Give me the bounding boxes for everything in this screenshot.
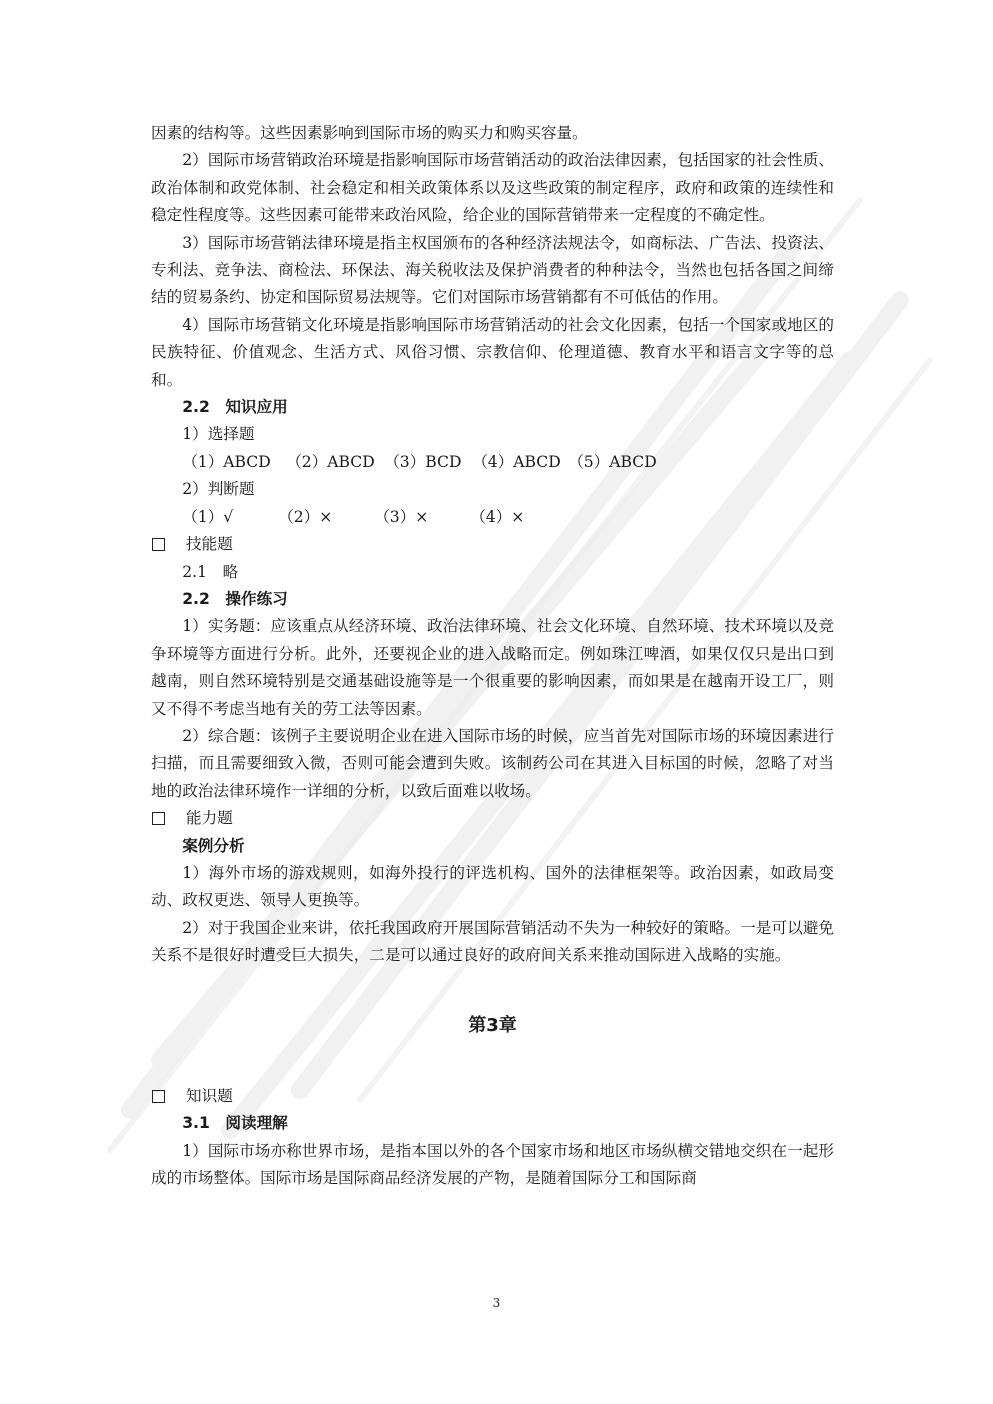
section-knowledge-title: 知识题 xyxy=(186,1087,233,1105)
document-page xyxy=(151,120,834,1193)
judge-answers xyxy=(151,504,834,531)
section-knowledge xyxy=(151,1083,834,1110)
choice-answer-3: （3）BCD xyxy=(384,452,462,471)
choice-answer-2: （2）ABCD xyxy=(286,452,375,471)
paragraph-case-2: 2）对于我国企业来讲，依托我国政府开展国际营销活动不失为一种较好的策略。一是可以避免关系不是很好时遭受巨大损失，二是可以通过良好的政府间关系来推动国际进入战略的实施。 xyxy=(151,918,834,965)
paragraph-practical-question: 1）实务题：应该重点从经济环境、政治法律环境、社会文化环境、自然环境、技术环境以及竞争环境等方面进行分析。此外，还要视企业的进入战略而定。例如珠江啤酒，如果仅仅只是出口到越南，则自然环境特别是交通基础设施等是一个很重要的影响因素，而如果是在越南开设工厂，则又不得不考虑当地有关的劳工法等因素。 xyxy=(151,617,834,718)
item-2-1: 2.1 略 xyxy=(182,562,239,581)
choice-answer-1: （1）ABCD xyxy=(182,452,271,471)
checkbox-square-icon xyxy=(152,538,165,551)
judge-answer-2: （2）× xyxy=(278,507,333,526)
paragraph-legal-environment: 3）国际市场营销法律环境是指主权国颁布的各种经济法规法令，如商标法、广告法、投资法、专利法、竞争法、商检法、环保法、海关税收法及保护消费者的种种法令，当然也包括各国之间缔结的贸易条约、协定和国际贸易法规等。它们对国际市场营销都有不可低估的作用。 xyxy=(151,233,834,307)
section-ability xyxy=(151,805,834,832)
section-skill xyxy=(151,531,834,558)
heading-case-analysis: 案例分析 xyxy=(182,836,245,855)
chapter-title: 第3章 xyxy=(468,1014,517,1036)
judge-question-label: 2）判断题 xyxy=(182,480,255,499)
paragraph-comprehensive-question: 2）综合题：该例子主要说明企业在进入国际市场的时候，应当首先对国际市场的环境因素进行扫描，而且需要细致入微，否则可能会遭到失败。该制药公司在其进入目标国的时候，忽略了对当地的政治法律环境作一详细的分析，以致后面难以收场。 xyxy=(151,726,834,800)
paragraph-international-market: 1）国际市场亦称世界市场，是指本国以外的各个国家市场和地区市场纵横交错地交织在一起形成的市场整体。国际市场是国际商品经济发展的产物，是随着国际分工和国际商 xyxy=(151,1141,834,1188)
heading-knowledge-application: 2.2 知识应用 xyxy=(182,398,288,417)
choice-answer-4: （4）ABCD xyxy=(472,452,561,471)
judge-answer-1: （1）√ xyxy=(182,507,234,526)
paragraph-case-1: 1）海外市场的游戏规则，如海外投行的评选机构、国外的法律框架等。政治因素，如政局变动、政权更迭、领导人更换等。 xyxy=(151,863,834,910)
paragraph-political-environment: 2）国际市场营销政治环境是指影响国际市场营销活动的政治法律因素，包括国家的社会性质、政治体制和政党体制、社会稳定和相关政策体系以及这些政策的制定程序，政府和政策的连续性和稳定性程度等。这些因素可能带来政治风险，给企业的国际营销带来一定程度的不确定性。 xyxy=(151,151,834,225)
judge-answer-4: （4）× xyxy=(470,507,525,526)
choice-answers xyxy=(151,449,834,476)
section-skill-title: 技能题 xyxy=(186,535,233,554)
page-number: 3 xyxy=(492,1296,501,1310)
heading-reading-comprehension: 3.1 阅读理解 xyxy=(182,1114,288,1133)
heading-operation-practice: 2.2 操作练习 xyxy=(182,589,288,608)
continuation-paragraph: 因素的结构等。这些因素影响到国际市场的购买力和购买容量。 xyxy=(151,124,588,142)
section-ability-title: 能力题 xyxy=(186,809,233,828)
choice-answer-5: （5）ABCD xyxy=(568,452,657,471)
judge-answer-3: （3）× xyxy=(374,507,429,526)
checkbox-square-icon xyxy=(152,812,165,825)
checkbox-square-icon xyxy=(152,1090,165,1103)
choice-question-label: 1）选择题 xyxy=(182,425,255,444)
paragraph-cultural-environment: 4）国际市场营销文化环境是指影响国际市场营销活动的社会文化因素，包括一个国家或地区的民族特征、价值观念、生活方式、风俗习惯、宗教信仰、伦理道德、教育水平和语言文字等的总和。 xyxy=(151,315,834,389)
